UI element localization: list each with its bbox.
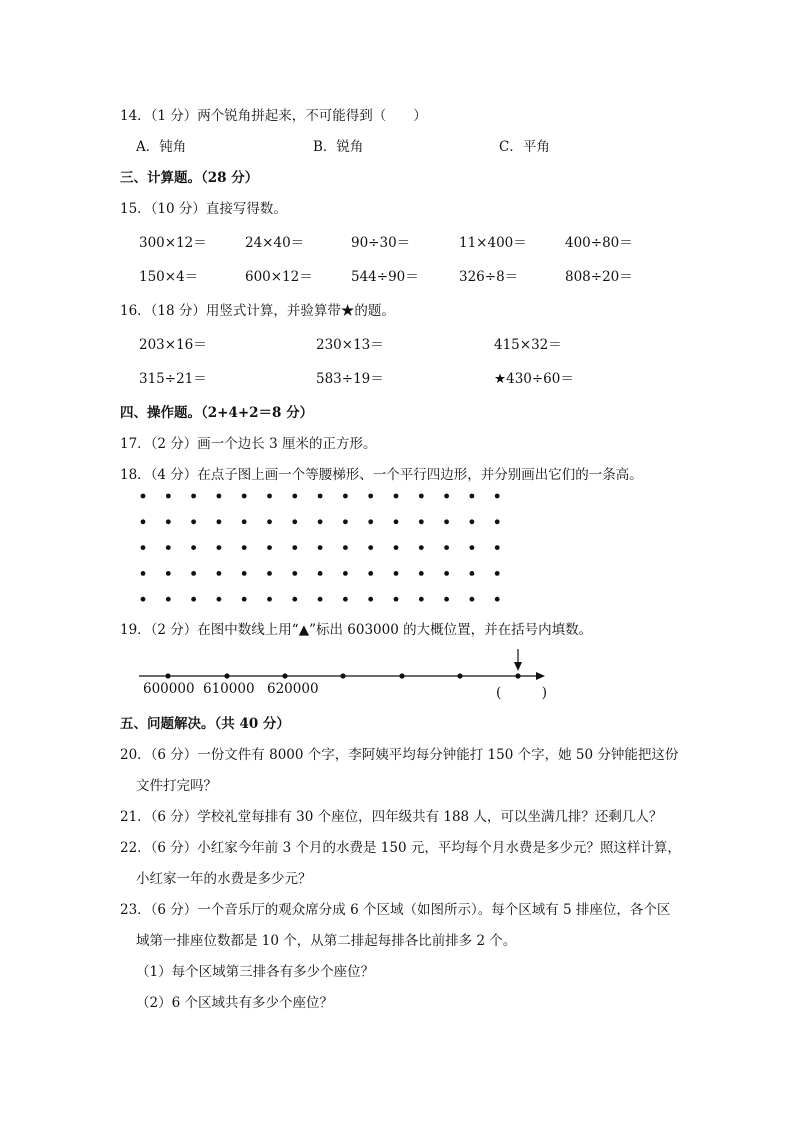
number-line-tick [515, 673, 520, 678]
q15-calc: 11×400＝ [459, 235, 527, 251]
number-line-label: 620000 [267, 681, 319, 697]
q20-line-2: 文件打完吗？ [136, 778, 217, 794]
q15-stem: 15．（10 分）直接写得数。 [120, 201, 287, 217]
q15-calc: 150×4＝ [139, 269, 199, 285]
q22-line-1: 22．（6 分）小红家今年前 3 个月的水费是 150 元，平均每个月水费是多少元？照这样计算， [120, 840, 681, 856]
q14-option-a: A．钝角 [136, 139, 187, 155]
q22-line-2: 小红家一年的水费是多少元？ [136, 871, 312, 887]
down-arrow-head [514, 662, 522, 671]
number-line-answer-blank: ( ) [496, 685, 548, 701]
q15-calc: 544÷90＝ [351, 269, 419, 285]
q15-calc: 600×12＝ [245, 269, 313, 285]
q14-option-c: C．平角 [499, 139, 550, 155]
section-5-title: 五、问题解决。（共 40 分） [120, 716, 290, 732]
q23-line-2: 域第一排座位数都是 10 个，从第二排起每排各比前排多 2 个。 [136, 933, 517, 949]
q15-calc: 326÷8＝ [459, 269, 519, 285]
q16-calc: 583÷19＝ [316, 371, 384, 387]
number-line-tick [282, 673, 287, 678]
q23-sub-1: （1）每个区域第三排各有多少个座位？ [136, 964, 375, 980]
q21-line-1: 21．（6 分）学校礼堂每排有 30 个座位，四年级共有 188 人，可以坐满几排？还剩几人？ [120, 809, 663, 825]
q16-calc: 315÷21＝ [139, 371, 207, 387]
number-line-arrowhead [536, 672, 545, 680]
q18-stem: 18．（4 分）在点子图上画一个等腰梯形、一个平行四边形，并分别画出它们的一条高。 [120, 467, 643, 483]
q20-line-1: 20．（6 分）一份文件有 8000 个字，李阿姨平均每分钟能打 150 个字，她 50 分钟能把这份 [120, 747, 679, 763]
q15-calc: 24×40＝ [245, 235, 305, 251]
q16-stem: 16．（18 分）用竖式计算，并验算带★的题。 [120, 303, 395, 319]
q17-stem: 17．（2 分）画一个边长 3 厘米的正方形。 [120, 436, 377, 452]
q16-calc: ★430÷60＝ [494, 371, 574, 387]
q15-calc: 90÷30＝ [351, 235, 411, 251]
q15-calc: 808÷20＝ [565, 269, 633, 285]
q16-calc: 203×16＝ [139, 337, 207, 353]
q23-sub-2: （2）6 个区域共有多少个座位？ [136, 995, 333, 1011]
q14-option-b: B．锐角 [313, 139, 364, 155]
q23-line-1: 23．（6 分）一个音乐厅的观众席分成 6 个区域（如图所示）。每个区域有 5 排座位，各个区 [120, 902, 671, 918]
number-line-tick [224, 673, 229, 678]
number-line-tick [340, 673, 345, 678]
section-4-title: 四、操作题。（2+4+2＝8 分） [120, 405, 314, 421]
q14-stem: 14．（1 分）两个锐角拼起来，不可能得到（ ） [120, 108, 427, 124]
section-3-title: 三、计算题。（28 分） [120, 170, 259, 186]
number-line-label: 600000 [143, 681, 195, 697]
number-line-tick [457, 673, 462, 678]
q16-calc: 230×13＝ [316, 337, 384, 353]
q15-calc: 400÷80＝ [565, 235, 633, 251]
q19-stem: 19．（2 分）在图中数线上用“▲”标出 603000 的大概位置，并在括号内填数。 [120, 622, 593, 638]
q16-calc: 415×32＝ [494, 337, 562, 353]
q15-calc: 300×12＝ [139, 235, 207, 251]
number-line-label: 610000 [203, 681, 255, 697]
number-line-tick [399, 673, 404, 678]
number-line-tick [165, 673, 170, 678]
